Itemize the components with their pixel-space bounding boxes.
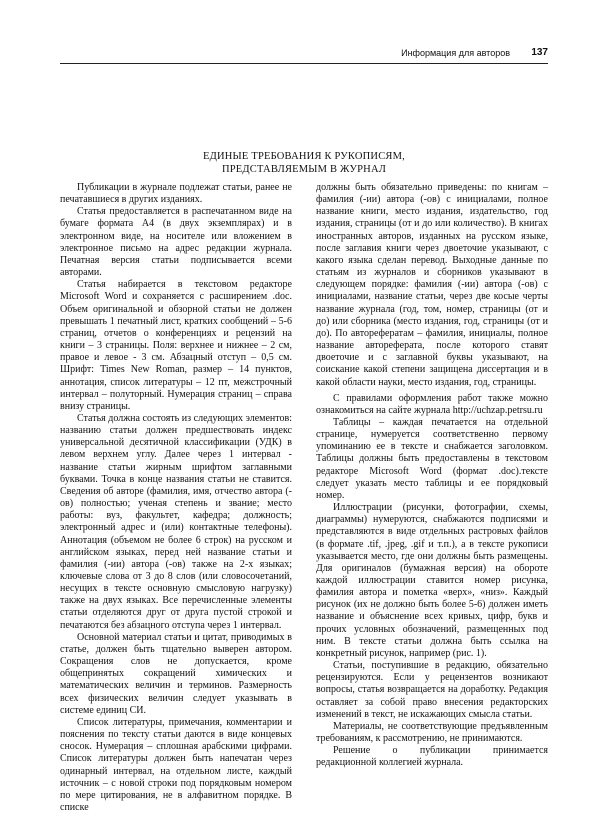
article-title-line-2: ПРЕДСТАВЛЯЕМЫМ В ЖУРНАЛ — [221, 164, 387, 175]
article-title-line-1: ЕДИНЫЕ ТРЕБОВАНИЯ К РУКОПИСЯМ, — [203, 151, 405, 162]
running-header — [60, 46, 548, 64]
paragraph: должны быть обязательно приведены: по книгам – фамилия (-ии) автора (-ов) с инициалами, полное название книги, место издания, издательство, год издания, страницы (от и до или количество). В книгах иностранных авторов, изданных на русском языке, после заглавия книги через двоеточие указывают, с какого языка сделан перевод. Выходные данные по статьям из журналов и сборников указывают в следующем порядке: фамилия (-ии) автора (-ов) с инициалами, название статьи, через две косые черты название журнала (год, том, номер, страницы (от и до) или сборника (место издания, год, страницы (от и до). По авторефератам – фамилия, инициалы, полное название автореферата, после которого ставят двоеточие и с заглавной буквы указывают, на соискание какой степени защищена диссертация и в какой области науки, место издания, год, страницы. — [316, 182, 548, 388]
paragraph: Основной материал статьи и цитат, приводимых в статье, должен быть тщательно выверен автором. Сокращения слов не допускается, кроме общепринятых сокращений химических и математических величин и терминов. Размерность всех физических величин следует указывать в системе единиц СИ. — [60, 631, 292, 716]
page-number: 137 — [531, 47, 548, 58]
paragraph: Статья набирается в текстовом редакторе Microsoft Word и сохраняется с расширением .doc. Объем оригинальной и обзорной статьи не должен превышать 1 печатный лист, кратких сообщений – 5-6 страниц, отчетов о конференциях и рецензий на книги – 3 страницы. Поля: верхнее и нижнее – 2 см, правое и левое - 3 см. Абзацный отступ – 0,5 см. Шрифт: Times New Roman, размер – 14 пунктов, аннотация, список литературы – 12 пт, межстрочный интервал – полуторный. Нумерация страниц – справа внизу страницы. — [60, 279, 292, 412]
article-title — [60, 150, 548, 176]
paragraph: Статьи, поступившие в редакцию, обязательно рецензируются. Если у рецензентов возникают вопросы, статья возвращается на доработку. Редакция оставляет за собой право внесения редакторских изменений в текст, не искажающих смысла статьи. — [316, 660, 548, 720]
right-column — [316, 182, 548, 770]
paragraph: Публикации в журнале подлежат статьи, ранее не печатавшиеся в других изданиях. — [60, 182, 292, 206]
paragraph: Решение о публикации принимается редакционной коллегией журнала. — [316, 745, 548, 769]
left-column — [60, 182, 292, 814]
paragraph: Иллюстрации (рисунки, фотографии, схемы, диаграммы) нумеруются, снабжаются подписями и представляются в виде отдельных растровых файлов (в формате .tif, .jpeg, .gif и т.п.), а в тексте рукописи указывается место, где они должны быть размещены. Для оригиналов (бумажная версия) на обороте каждой иллюстрации ставится номер рисунка, фамилия автора и пометка «верх», «низ». Каждый рисунок (их не должно быть более 5-6) должен иметь название и объяснение всех кривых, цифр, букв и прочих условных обозначений, размещенных под ним. В тексте статьи должна быть ссылка на конкретный рисунок, например (рис. 1). — [316, 502, 548, 659]
running-header-section: Информация для авторов — [401, 48, 510, 58]
paragraph: С правилами оформления работ также можно ознакомиться на сайте журнала http://uchzap.petrsu.ru — [316, 392, 548, 416]
paragraph: Список литературы, примечания, комментарии и пояснения по тексту статьи даются в виде концевых сносок. Нумерация – сплошная арабскими цифрами. Список литературы должен быть напечатан через одинарный интервал, на отдельном листе, каждый источник – с новой строки под порядковым номером по мере цитирования, не в алфавитном порядке. В списке — [60, 716, 292, 813]
paragraph: Таблицы – каждая печатается на отдельной странице, нумеруется соответственно первому упоминанию ее в тексте и снабжается заголовком. Таблицы должны быть предоставлены в текстовом редакторе Microsoft Word (формат .doc).тексте следует указать место таблицы и ее порядковый номер. — [316, 416, 548, 501]
paragraph: Статья предоставляется в распечатанном виде на бумаге формата А4 (в двух экземплярах) и в электронном виде, на носителе или вложением в электронное письмо на адрес редакции журнала. Печатная версия статьи подписывается всеми авторами. — [60, 206, 292, 279]
paragraph: Статья должна состоять из следующих элементов: названию статьи должен предшествовать индекс универсальной десятичной классификации (УДК) в левом верхнем углу. Далее через 1 интервал - название статьи жирным шрифтом заглавными буквами. Точка в конце названия статьи не ставится. Сведения об авторе (фамилия, имя, отчество автора (-ов) полностью; ученая степень и звание; место работы: вуз, факультет, кафедра; должность; электронный адрес и (или) контактные телефоны). Аннотация (объемом не более 6 строк) на русском и английском языках, перед ней название статьи и фамилия (-ии) автора (-ов) также на 2-х языках; ключевые слова от 3 до 8 слов (или словосочетаний, несущих в тексте основную смысловую нагрузку) также на двух языках. Все перечисленные элементы статьи отделяются друг от друга пустой строкой и печатаются без абзацного отступа через 1 интервал. — [60, 412, 292, 631]
paragraph: Материалы, не соответствующие предъявленным требованиям, к рассмотрению, не принимаются. — [316, 720, 548, 745]
header-rule — [60, 63, 548, 64]
